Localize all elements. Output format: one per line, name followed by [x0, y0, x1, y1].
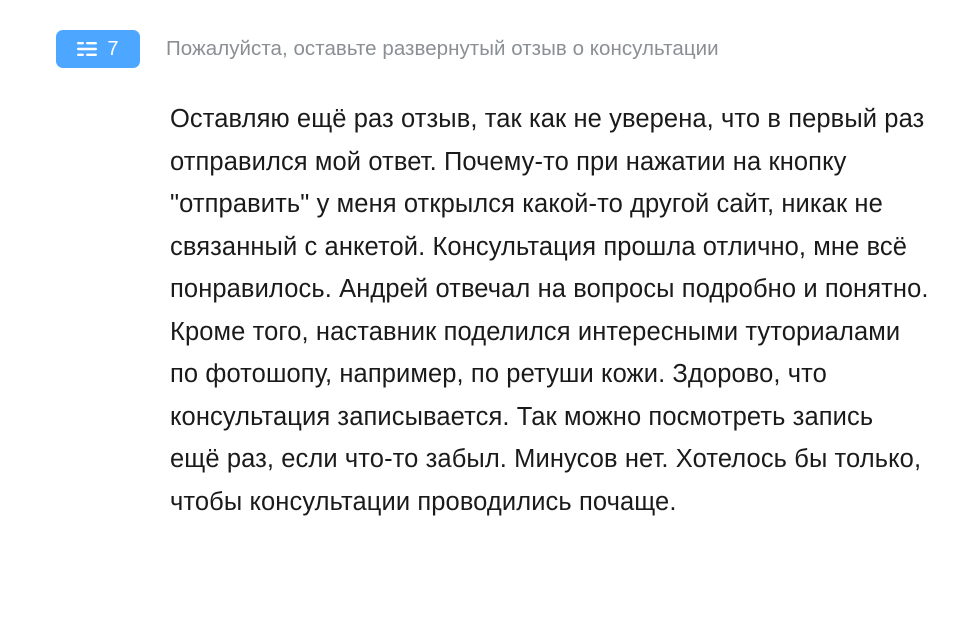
answer-text: Оставляю ещё раз отзыв, так как не уверена, что в первый раз отправился мой ответ. Почему-то при нажатии на кнопку "отправить" у меня открылся какой-то другой сайт, никак не связанный с анкетой. Консультация прошла отлично, мне всё понравилось. Андрей отвечал на вопросы подробно и понятно. Кроме того, наставник поделился интересными туториалами по фотошопу, например, по ретуши кожи. Здорово, что консультация записывается. Так можно посмотреть запись ещё раз, если что-то забыл. Минусов нет. Хотелось бы только, чтобы консультации проводились почаще. [170, 105, 936, 516]
question-number: 7 [107, 38, 119, 60]
answer-block [170, 98, 936, 523]
question-number-badge [56, 30, 140, 68]
list-lines-icon [77, 41, 97, 57]
question-row [56, 30, 719, 68]
question-title: Пожалуйста, оставьте развернутый отзыв о консультации [166, 37, 719, 60]
